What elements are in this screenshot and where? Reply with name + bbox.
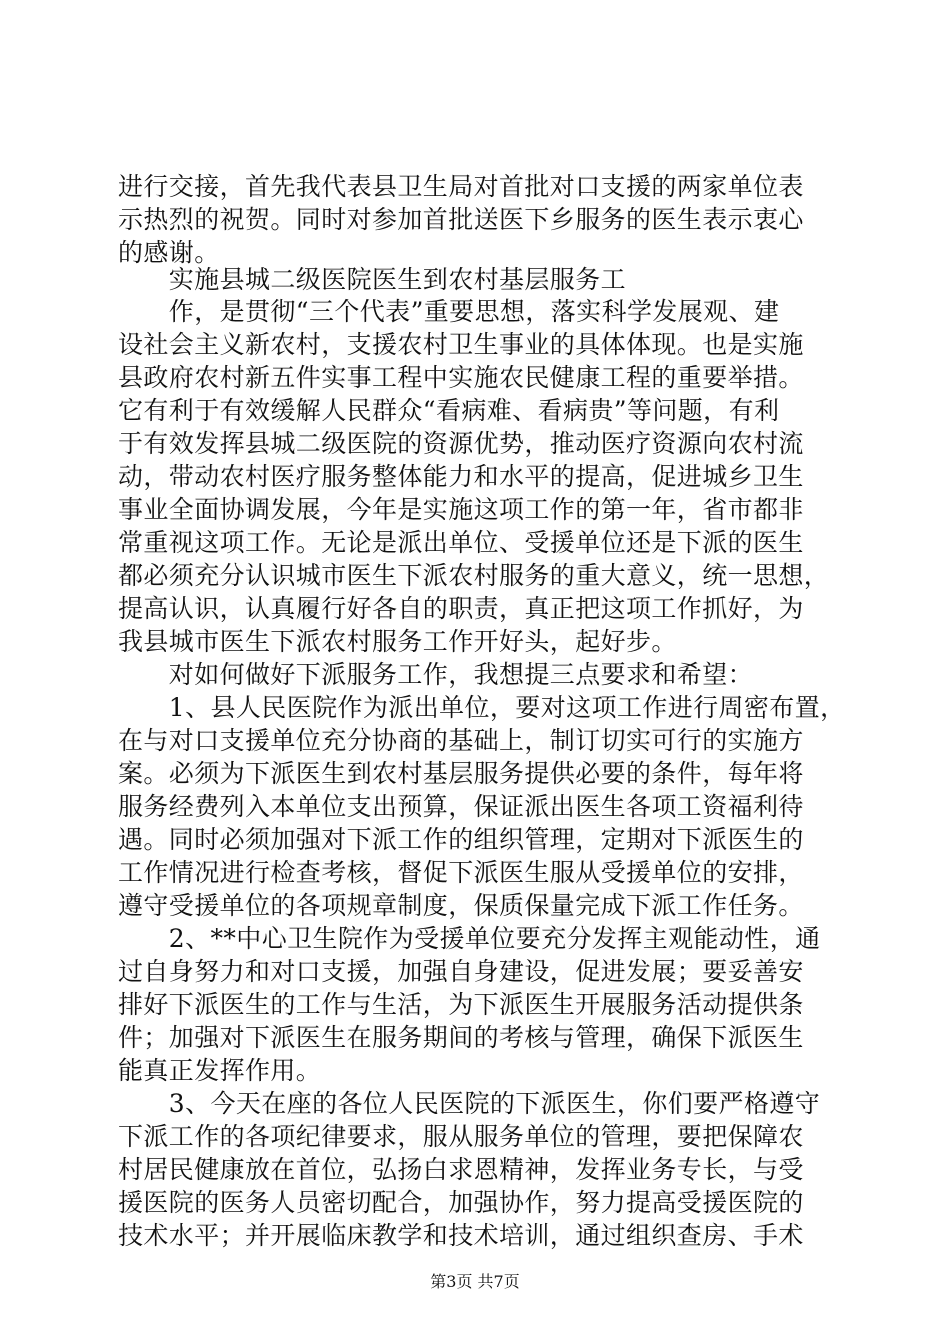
body-text-line: 在与对口支援单位充分协商的基础上，制订切实可行的实施方 (118, 726, 804, 755)
body-text-line: 提高认识，认真履行好各自的职责，真正把这项工作抓好，为 (118, 594, 804, 623)
body-text-line: 示热烈的祝贺。同时对参加首批送医下乡服务的医生表示衷心 (118, 205, 804, 234)
body-text-line: 它有利于有效缓解人民群众“看病难、看病贵”等问题，有利 (118, 396, 780, 425)
body-text-line: 村居民健康放在首位，弘扬白求恩精神，发挥业务专长，与受 (118, 1155, 804, 1184)
body-text-line: 对如何做好下派服务工作，我想提三点要求和希望： (118, 660, 754, 689)
body-text-line: 工作情况进行检查考核，督促下派医生服从受援单位的安排， (118, 858, 804, 887)
body-text-line: 服务经费列入本单位支出预算，保证派出医生各项工资福利待 (118, 792, 804, 821)
body-text-line: 进行交接，首先我代表县卫生局对首批对口支援的两家单位表 (118, 172, 804, 201)
body-text-line: 援医院的医务人员密切配合，加强协作，努力提高受援医院的 (118, 1188, 804, 1217)
page-footer: 第3页 共7页 (430, 1272, 520, 1291)
body-text-line: 于有效发挥县城二级医院的资源优势，推动医疗资源向农村流 (118, 429, 804, 458)
body-text-line: 3、今天在座的各位人民医院的下派医生，你们要严格遵守 (118, 1089, 821, 1118)
body-text-line: 作，是贯彻“三个代表”重要思想，落实科学发展观、建 (118, 297, 780, 326)
body-text-line: 设社会主义新农村，支援农村卫生事业的具体体现。也是实施 (118, 330, 804, 359)
body-text-line: 遵守受援单位的各项规章制度，保质保量完成下派工作任务。 (118, 891, 804, 920)
body-text-line: 1、县人民医院作为派出单位，要对这项工作进行周密布置， (118, 693, 846, 722)
body-text-line: 排好下派医生的工作与生活，为下派医生开展服务活动提供条 (118, 990, 804, 1019)
body-text-line: 实施县城二级医院医生到农村基层服务工 (118, 265, 627, 294)
body-text-line: 动，带动农村医疗服务整体能力和水平的提高，促进城乡卫生 (118, 462, 804, 491)
body-text-line: 件；加强对下派医生在服务期间的考核与管理，确保下派医生 (118, 1023, 804, 1052)
body-text-line: 我县城市医生下派农村服务工作开好头，起好步。 (118, 627, 677, 656)
body-text-line: 过自身努力和对口支援，加强自身建设，促进发展；要妥善安 (118, 957, 804, 986)
body-text-line: 技术水平；并开展临床教学和技术培训，通过组织查房、手术 (118, 1221, 804, 1250)
body-text-line: 都必须充分认识城市医生下派农村服务的重大意义，统一思想， (118, 561, 830, 590)
body-text-line: 常重视这项工作。无论是派出单位、受援单位还是下派的医生 (118, 528, 804, 557)
body-text-line: 事业全面协调发展，今年是实施这项工作的第一年，省市都非 (118, 495, 804, 524)
body-text-line: 县政府农村新五件实事工程中实施农民健康工程的重要举措。 (118, 363, 804, 392)
body-text-line: 遇。同时必须加强对下派工作的组织管理，定期对下派医生的 (118, 825, 804, 854)
body-text-line: 下派工作的各项纪律要求，服从服务单位的管理，要把保障农 (118, 1122, 804, 1151)
body-text-line: 能真正发挥作用。 (118, 1056, 322, 1085)
body-text-line: 案。必须为下派医生到农村基层服务提供必要的条件，每年将 (118, 759, 804, 788)
body-text-line: 2、**中心卫生院作为受援单位要充分发挥主观能动性，通 (118, 924, 821, 953)
body-text-line: 的感谢。 (118, 238, 220, 267)
